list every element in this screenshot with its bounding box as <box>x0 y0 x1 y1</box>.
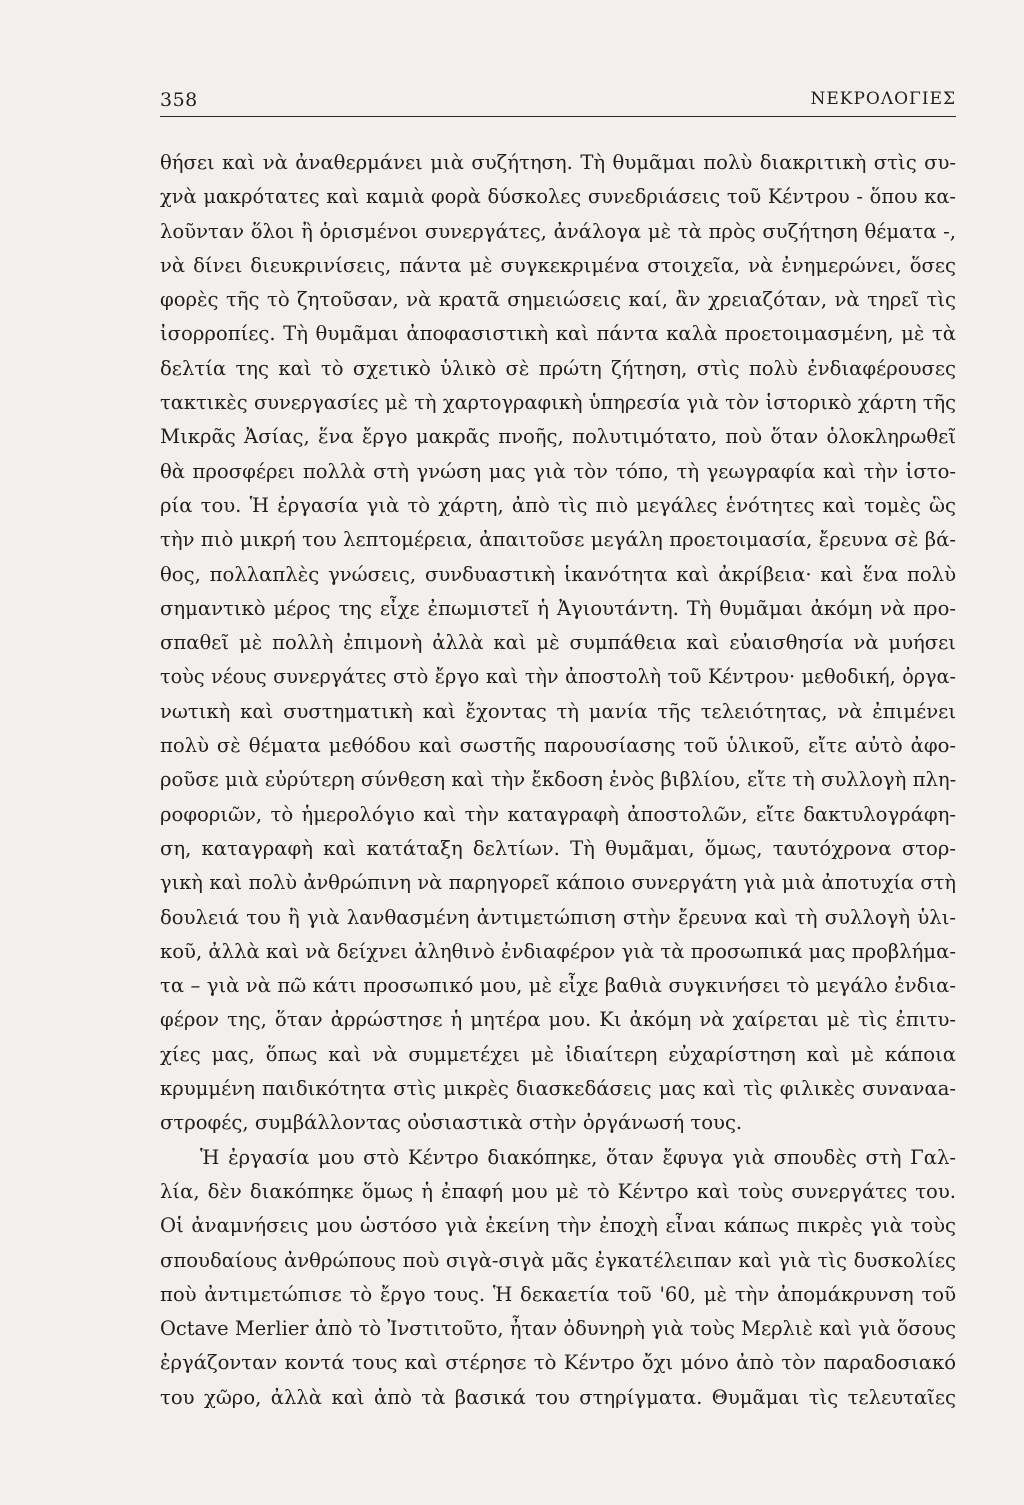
text-line: σπαθεῖ μὲ πολλὴ ἐπιμονὴ ἀλλὰ καὶ μὲ συμπάθεια καὶ εὐαισθησία νὰ μυήσει <box>160 631 956 655</box>
text-line: δελτία της καὶ τὸ σχετικὸ ὑλικὸ σὲ πρώτη ζήτηση, στὶς πολὺ ἐνδιαφέρουσες <box>160 356 956 380</box>
text-line: πολὺ σὲ θέματα μεθόδου καὶ σωστῆς παρουσίασης τοῦ ὑλικοῦ, εἴτε αὐτὸ ἀφο- <box>160 734 956 758</box>
text-line: τοὺς νέους συνεργάτες στὸ ἔργο καὶ τὴν ἀποστολὴ τοῦ Κέντρου· μεθοδική, ὀργα- <box>160 665 956 689</box>
text-line: δουλειά του ἢ γιὰ λανθασμένη ἀντιμετώπιση στὴν ἔρευνα καὶ τὴ συλλογὴ ὑλι- <box>160 905 956 929</box>
text-line: ροῦσε μιὰ εὐρύτερη σύνθεση καὶ τὴν ἔκδοση ἑνὸς βιβλίου, εἴτε τὴ συλλογὴ πλη- <box>160 768 957 792</box>
text-line: χίες μας, ὅπως καὶ νὰ συμμετέχει μὲ ἰδιαίτερη εὐχαρίστηση καὶ μὲ κάποια <box>160 1042 956 1066</box>
text-line: τα – γιὰ νὰ πῶ κάτι προσωπικό μου, μὲ εἶχε βαθιὰ συγκινήσει τὸ μεγάλο ἐνδια- <box>160 974 956 998</box>
text-line: Ἡ ἐργασία μου στὸ Κέντρο διακόπηκε, ὅταν ἔφυγα γιὰ σπουδὲς στὴ Γαλ- <box>200 1145 956 1169</box>
text-line: ποὺ ἀντιμετώπισε τὸ ἔργο τους. Ἡ δεκαετία τοῦ '60, μὲ τὴν ἀπομάκρυνση τοῦ <box>160 1282 956 1306</box>
text-line: κοῦ, ἀλλὰ καὶ νὰ δείχνει ἀληθινὸ ἐνδιαφέρον γιὰ τὰ προσωπικά μας προβλήμα- <box>160 939 956 963</box>
page-number: 358 <box>160 89 198 111</box>
text-line: λία, δὲν διακόπηκε ὅμως ἡ ἐπαφή μου μὲ τὸ Κέντρο καὶ τοὺς συνεργάτες του. <box>160 1179 956 1203</box>
text-line: Οἱ ἀναμνήσεις μου ὡστόσο γιὰ ἐκείνη τὴν ἐποχὴ εἶναι κάπως πικρὲς γιὰ τοὺς <box>160 1214 956 1238</box>
text-line: τὴν πιὸ μικρή του λεπτομέρεια, ἀπαιτοῦσε μεγάλη προετοιμασία, ἔρευνα σὲ βά- <box>160 528 956 552</box>
text-line: νὰ δίνει διευκρινίσεις, πάντα μὲ συγκεκριμένα στοιχεῖα, νὰ ἐνημερώνει, ὅσες <box>160 253 956 277</box>
text-line: σπουδαίους ἀνθρώπους ποὺ σιγὰ-σιγὰ μᾶς ἐγκατέλειπαν καὶ γιὰ τὶς δυσκολίες <box>160 1248 956 1272</box>
text-line: θος, πολλαπλὲς γνώσεις, συνδυαστικὴ ἱκανότητα καὶ ἀκρίβεια· καὶ ἕνα πολὺ <box>160 562 956 586</box>
text-line: χνὰ μακρότατες καὶ καμιὰ φορὰ δύσκολες συνεδριάσεις τοῦ Κέντρου - ὅπου κα- <box>160 185 956 209</box>
text-line: φέρον της, ὅταν ἀρρώστησε ἡ μητέρα μου. Κι ἀκόμη νὰ χαίρεται μὲ τὶς ἐπιτυ- <box>160 1008 956 1032</box>
text-line: ρία του. Ἡ ἐργασία γιὰ τὸ χάρτη, ἀπὸ τὶς πιὸ μεγάλες ἑνότητες καὶ τομὲς ὣς <box>160 493 956 517</box>
body-text <box>160 146 956 1415</box>
text-line: ἐργάζονταν κοντά τους καὶ στέρησε τὸ Κέντρο ὄχι μόνο ἀπὸ τὸν παραδοσιακό <box>160 1351 956 1375</box>
text-line: του χῶρο, ἀλλὰ καὶ ἀπὸ τὰ βασικά του στηρίγματα. Θυμᾶμαι τὶς τελευταῖες <box>160 1385 956 1409</box>
text-line: θὰ προσφέρει πολλὰ στὴ γνώση μας γιὰ τὸν τόπο, τὴ γεωγραφία καὶ τὴν ἱστο- <box>160 459 956 483</box>
text-line: σημαντικὸ μέρος της εἶχε ἐπωμιστεῖ ἡ Ἀγιουτάντη. Τὴ θυμᾶμαι ἀκόμη νὰ προ- <box>160 596 956 620</box>
paragraph <box>160 146 956 1141</box>
text-line: γικὴ καὶ πολὺ ἀνθρώπινη νὰ παρηγορεῖ κάποιο συνεργάτη γιὰ μιὰ ἀποτυχία στὴ <box>160 871 956 895</box>
text-line: Octave Merlier ἀπὸ τὸ Ἰνστιτοῦτο, ἦταν ὀδυνηρὴ γιὰ τοὺς Μερλιὲ καὶ γιὰ ὅσους <box>160 1317 956 1341</box>
text-line: ἰσορροπίες. Τὴ θυμᾶμαι ἀποφασιστικὴ καὶ πάντα καλὰ προετοιμασμένη, μὲ τὰ <box>160 322 956 346</box>
header-rule <box>160 116 956 117</box>
text-line: κρυμμένη παιδικότητα στὶς μικρὲς διασκεδάσεις μας καὶ τὶς φιλικὲς συναναa- <box>160 1077 956 1101</box>
text-line: Μικρᾶς Ἀσίας, ἕνα ἔργο μακρᾶς πνοῆς, πολυτιμότατο, ποὺ ὅταν ὁλοκληρωθεῖ <box>160 425 956 449</box>
text-line: τακτικὲς συνεργασίες μὲ τὴ χαρτογραφικὴ ὑπηρεσία γιὰ τὸν ἱστορικὸ χάρτη τῆς <box>160 391 956 415</box>
text-line: νωτικὴ καὶ συστηματικὴ καὶ ἔχοντας τὴ μανία τῆς τελειότητας, νὰ ἐπιμένει <box>160 699 956 723</box>
text-line: θήσει καὶ νὰ ἀναθερμάνει μιὰ συζήτηση. Τὴ θυμᾶμαι πολὺ διακριτικὴ στὶς συ- <box>160 151 956 174</box>
text-line: ροφοριῶν, τὸ ἡμερολόγιο καὶ τὴν καταγραφὴ ἀποστολῶν, εἴτε δακτυλογράφη- <box>160 802 956 826</box>
text-line: στροφές, συμβάλλοντας οὐσιαστικὰ στὴν ὀργάνωσή τους. <box>160 1111 743 1135</box>
page-header <box>160 89 956 115</box>
text-line: φορὲς τῆς τὸ ζητοῦσαν, νὰ κρατᾶ σημειώσεις καί, ἂν χρειαζόταν, νὰ τηρεῖ τὶς <box>160 288 956 312</box>
running-head: ΝΕΚΡΟΛΟΓΙΕΣ <box>810 89 956 109</box>
text-line: ση, καταγραφὴ καὶ κατάταξη δελτίων. Τὴ θυμᾶμαι, ὅμως, ταυτόχρονα στορ- <box>160 836 956 860</box>
paragraph <box>160 1141 956 1415</box>
text-line: λοῦνταν ὅλοι ἢ ὁρισμένοι συνεργάτες, ἀνάλογα μὲ τὰ πρὸς συζήτηση θέματα -, <box>160 219 956 243</box>
